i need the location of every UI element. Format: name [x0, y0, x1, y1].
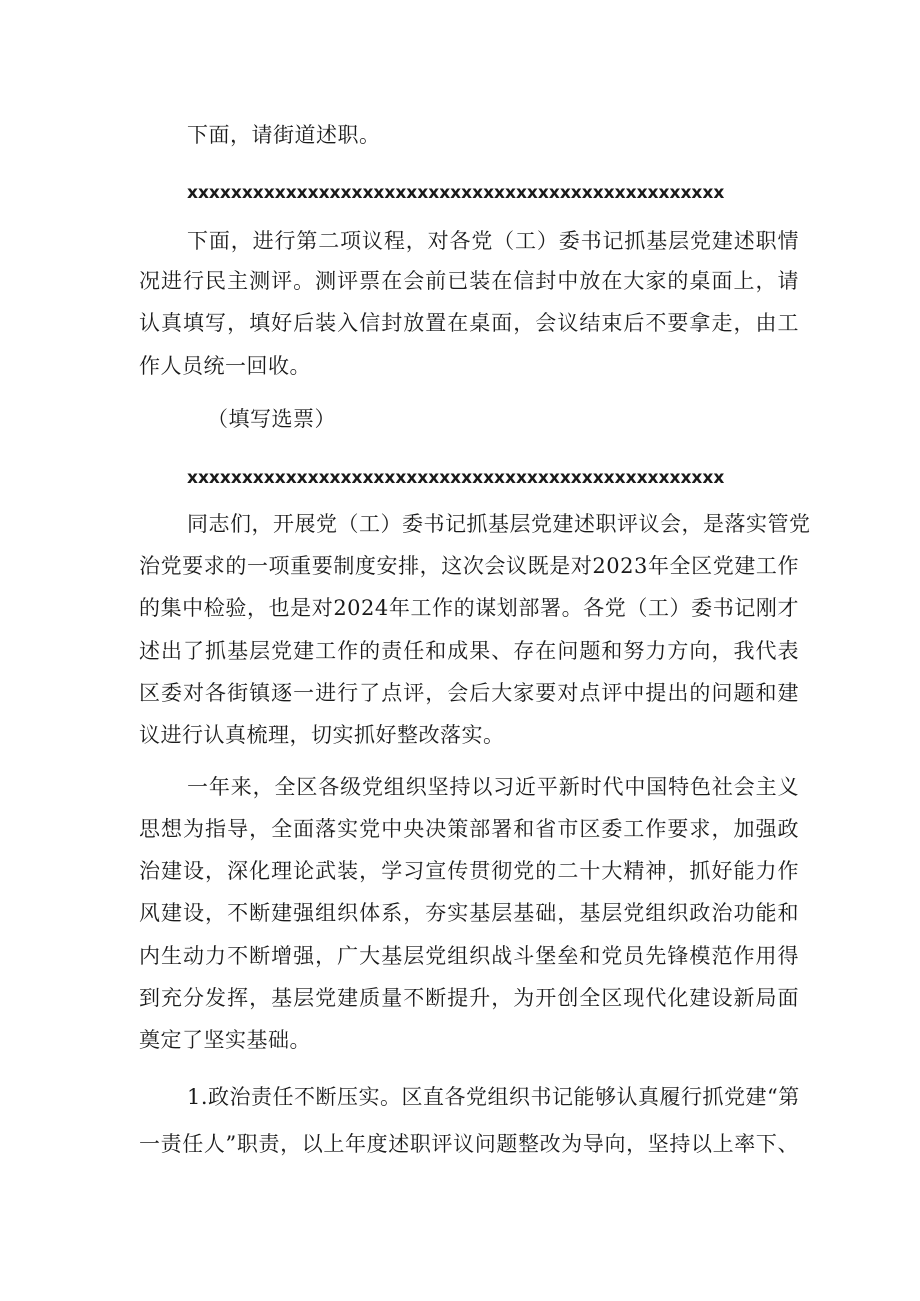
paragraph-line: 作人员统一回收。: [139, 354, 311, 378]
ballot-note: （填写选票）: [207, 407, 336, 431]
paragraph-line: 风建设，不断建强组织体系，夯实基层基础，基层党组织政治功能和: [139, 901, 799, 925]
paragraph-line: 一年来，全区各级党组织坚持以习近平新时代中国特色社会主义: [187, 775, 799, 799]
paragraph-line: 认真填写，填好后装入信封放置在桌面，会议结束后不要拿走，由工: [139, 311, 799, 335]
paragraph-line: 下面，进行第二项议程，对各党（工）委书记抓基层党建述职情: [187, 229, 799, 253]
paragraph-line: 治建设，深化理论武装，学习宣传贯彻党的二十大精神，抓好能力作: [139, 859, 799, 883]
paragraph-line: 同志们，开展党（工）委书记抓基层党建述职评议会，是落实管党: [187, 512, 811, 536]
paragraph-line: 治党要求的一项重要制度安排，这次会议既是对2023年全区党建工作: [139, 554, 799, 578]
separator-line: xxxxxxxxxxxxxxxxxxxxxxxxxxxxxxxxxxxxxxxxxxxxxxxxx: [187, 468, 725, 488]
paragraph-line: 奠定了坚实基础。: [139, 1028, 311, 1052]
paragraph-line: 的集中检验，也是对2024年工作的谋划部署。各党（工）委书记刚才: [139, 596, 799, 620]
paragraph-line: 况进行民主测评。测评票在会前已装在信封中放在大家的桌面上，请: [139, 269, 799, 293]
paragraph-line: 1.政治责任不断压实。区直各党组织书记能够认真履行抓党建“第: [187, 1085, 800, 1109]
paragraph-line: 思想为指导，全面落实党中央决策部署和省市区委工作要求，加强政: [139, 817, 799, 841]
paragraph-line: 议进行认真梳理，切实抓好整改落实。: [139, 723, 505, 747]
paragraph-line: 内生动力不断增强，广大基层党组织战斗堡垒和党员先锋模范作用得: [139, 944, 799, 968]
paragraph-line: 区委对各街镇逐一进行了点评，会后大家要对点评中提出的问题和建: [139, 681, 799, 705]
paragraph-line: 述出了抓基层党建工作的责任和成果、存在问题和努力方向，我代表: [139, 639, 799, 663]
separator-line: xxxxxxxxxxxxxxxxxxxxxxxxxxxxxxxxxxxxxxxxxxxxxxxxx: [187, 183, 725, 203]
paragraph-street-report: 下面，请街道述职。: [187, 123, 381, 147]
paragraph-line: 到充分发挥，基层党建质量不断提升，为开创全区现代化建设新局面: [139, 986, 799, 1010]
paragraph-line: 一责任人”职责，以上年度述职评议问题整改为导向，坚持以上率下、: [139, 1132, 799, 1156]
